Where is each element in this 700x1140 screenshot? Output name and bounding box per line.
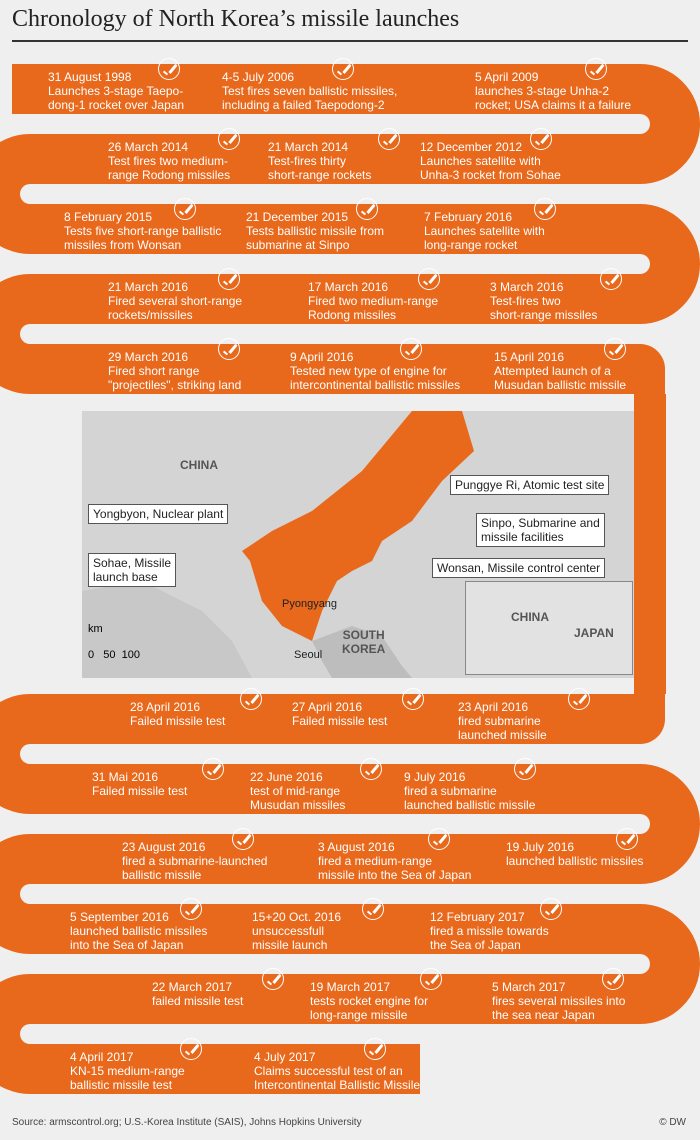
event-description: Launches 3-stage Taepo- dong-1 rocket over Japan — [48, 84, 185, 112]
event-date: 8 February 2015 — [64, 210, 153, 224]
snake-turn — [640, 904, 700, 1024]
rocket-icon — [174, 198, 196, 220]
event-item — [318, 840, 471, 882]
event-item — [152, 980, 243, 1008]
rocket-icon — [218, 338, 240, 360]
event-date: 5 April 2009 — [475, 70, 539, 84]
rocket-icon — [585, 58, 607, 80]
event-description: failed missile test — [152, 994, 244, 1008]
rocket-icon — [232, 828, 254, 850]
rocket-icon — [402, 688, 424, 710]
inset-map — [465, 581, 633, 675]
page-title: Chronology of North Korea’s missile launches — [12, 6, 460, 32]
event-date: 29 March 2016 — [108, 350, 189, 364]
rocket-icon — [180, 1038, 202, 1060]
event-description: Launches satellite with long-range rocket — [424, 224, 545, 252]
event-date: 31 Mai 2016 — [92, 770, 159, 784]
rocket-icon — [600, 268, 622, 290]
rocket-icon — [180, 898, 202, 920]
city-seoul: Seoul — [294, 649, 323, 661]
event-date: 3 August 2016 — [318, 840, 395, 854]
map-label-china: CHINA — [180, 458, 218, 472]
event-description: Test-fires thirty short-range rockets — [268, 154, 372, 182]
snake-turn — [0, 974, 30, 1094]
event-description: launches 3-stage Unha-2 rocket; USA claims it a failure — [475, 84, 632, 112]
event-date: 9 April 2016 — [290, 350, 354, 364]
rocket-icon — [514, 758, 536, 780]
rocket-icon — [360, 758, 382, 780]
event-item — [424, 210, 545, 252]
rocket-icon — [362, 898, 384, 920]
event-date: 3 March 2016 — [490, 280, 564, 294]
event-date: 28 April 2016 — [130, 700, 201, 714]
event-date: 7 February 2016 — [424, 210, 513, 224]
event-date: 15+20 Oct. 2016 — [252, 910, 342, 924]
event-description: fired a missile towards the Sea of Japan — [430, 924, 549, 952]
event-date: 27 April 2016 — [292, 700, 363, 714]
rocket-icon — [158, 58, 180, 80]
rocket-icon — [568, 688, 590, 710]
scale-ticks: 0 50 100 — [88, 649, 140, 661]
inset-label-china: CHINA — [511, 610, 549, 624]
city-pyongyang: Pyongyang — [282, 598, 338, 610]
event-date: 21 December 2015 — [246, 210, 349, 224]
event-item — [92, 770, 187, 798]
event-description: Claims successful test of an Intercontinental Ballistic Missile — [254, 1064, 421, 1092]
event-description: tests rocket engine for long-range missile — [310, 994, 429, 1022]
event-description: Failed missile test — [130, 714, 226, 728]
event-item — [290, 350, 460, 392]
event-description: fires several missiles into the sea near Japan — [492, 994, 626, 1022]
rocket-icon — [364, 1038, 386, 1060]
event-item — [490, 280, 597, 322]
label-yongbyon: Yongbyon, Nuclear plant — [88, 504, 228, 524]
rocket-icon — [400, 338, 422, 360]
event-description: Attempted launch of a Musudan ballistic missile — [494, 364, 627, 392]
snake-vertical — [634, 394, 666, 694]
rocket-icon — [428, 828, 450, 850]
rocket-icon — [616, 828, 638, 850]
north-korea-map — [82, 411, 634, 678]
event-item — [308, 280, 438, 322]
event-date: 23 August 2016 — [122, 840, 206, 854]
event-description: launched ballistic missiles into the Sea of Japan — [70, 924, 208, 952]
label-wonsan: Wonsan, Missile control center — [432, 558, 605, 578]
event-description: fired a submarine launched ballistic missile — [404, 784, 536, 812]
event-item — [70, 1050, 185, 1092]
event-date: 5 September 2016 — [70, 910, 169, 924]
rocket-icon — [218, 268, 240, 290]
event-description: fired submarine launched missile — [458, 714, 547, 742]
event-item — [252, 910, 341, 952]
event-date: 22 March 2017 — [152, 980, 233, 994]
rocket-icon — [218, 128, 240, 150]
event-description: Launches satellite with Unha-3 rocket from Sohae — [420, 154, 561, 182]
event-item — [250, 770, 345, 812]
event-description: Test fires two medium- range Rodong missiles — [108, 154, 231, 182]
inset-label-japan: JAPAN — [574, 626, 614, 640]
rocket-icon — [530, 128, 552, 150]
event-description: Fired two medium-range Rodong missiles — [308, 294, 439, 322]
event-item — [254, 1050, 420, 1092]
event-item — [130, 700, 225, 728]
event-item — [108, 140, 230, 182]
rocket-icon — [378, 128, 400, 150]
event-date: 21 March 2014 — [268, 140, 349, 154]
event-description: Failed missile test — [292, 714, 388, 728]
event-description: unsuccessfull missile launch — [252, 924, 328, 952]
event-description: KN-15 medium-range ballistic missile test — [70, 1064, 185, 1092]
event-date: 4-5 July 2006 — [222, 70, 295, 84]
event-description: fired a medium-range missile into the Sea of Japan — [318, 854, 472, 882]
credit: © DW — [659, 1117, 686, 1128]
rocket-icon — [332, 58, 354, 80]
rocket-icon — [602, 968, 624, 990]
event-date: 17 March 2016 — [308, 280, 389, 294]
event-description: Fired several short-range rockets/missiles — [108, 294, 243, 322]
snake-turn — [0, 134, 30, 254]
snake-turn — [0, 694, 30, 814]
event-date: 15 April 2016 — [494, 350, 565, 364]
event-date: 19 July 2016 — [506, 840, 575, 854]
event-date: 31 August 1998 — [48, 70, 132, 84]
event-date: 23 April 2016 — [458, 700, 529, 714]
rocket-icon — [202, 758, 224, 780]
event-date: 12 December 2012 — [420, 140, 523, 154]
event-date: 5 March 2017 — [492, 980, 566, 994]
event-description: Tests five short-range ballistic missiles from Wonsan — [64, 224, 222, 252]
event-description: Tested new type of engine for intercontinental ballistic missiles — [290, 364, 461, 392]
event-item — [292, 700, 387, 728]
event-date: 26 March 2014 — [108, 140, 189, 154]
snake-turn — [0, 834, 30, 954]
event-description: Test fires seven ballistic missiles, including a failed Taepodong-2 — [222, 84, 398, 112]
event-description: Tests ballistic missile from submarine at Sinpo — [246, 224, 385, 252]
event-description: fired a submarine-launched ballistic missile — [122, 854, 268, 882]
label-sinpo: Sinpo, Submarine and missile facilities — [476, 513, 605, 547]
snake-turn — [640, 764, 700, 884]
event-item — [458, 700, 547, 742]
rocket-icon — [418, 268, 440, 290]
rocket-icon — [540, 898, 562, 920]
event-date: 19 March 2017 — [310, 980, 391, 994]
rocket-icon — [356, 198, 378, 220]
rocket-icon — [240, 688, 262, 710]
event-date: 12 February 2017 — [430, 910, 525, 924]
rocket-icon — [534, 198, 556, 220]
event-description: Fired short range "projectiles", striking land — [108, 364, 242, 392]
label-punggye: Punggye Ri, Atomic test site — [450, 475, 609, 495]
rocket-icon — [262, 968, 284, 990]
event-item — [268, 140, 371, 182]
event-item — [222, 70, 397, 112]
event-item — [310, 980, 428, 1022]
source-note: Source: armscontrol.org; U.S.-Korea Institute (SAIS), Johns Hopkins University — [12, 1117, 362, 1128]
event-date: 4 April 2017 — [70, 1050, 134, 1064]
event-date: 21 March 2016 — [108, 280, 189, 294]
event-date: 22 June 2016 — [250, 770, 323, 784]
event-description: Failed missile test — [92, 784, 188, 798]
rocket-icon — [420, 968, 442, 990]
event-date: 9 July 2016 — [404, 770, 466, 784]
scale-unit: km — [88, 623, 103, 635]
map-label-south-korea: SOUTH KOREA — [342, 628, 386, 656]
event-item — [430, 910, 549, 952]
event-description: test of mid-range Musudan missiles — [250, 784, 346, 812]
event-item — [64, 210, 221, 252]
event-item — [404, 770, 535, 812]
event-description: launched ballistic missiles — [506, 854, 644, 868]
snake-turn — [0, 274, 30, 394]
label-sohae: Sohae, Missile launch base — [88, 553, 176, 587]
event-description: Test-fires two short-range missiles — [490, 294, 598, 322]
event-date: 4 July 2017 — [254, 1050, 316, 1064]
event-item — [475, 70, 631, 112]
rocket-icon — [604, 338, 626, 360]
